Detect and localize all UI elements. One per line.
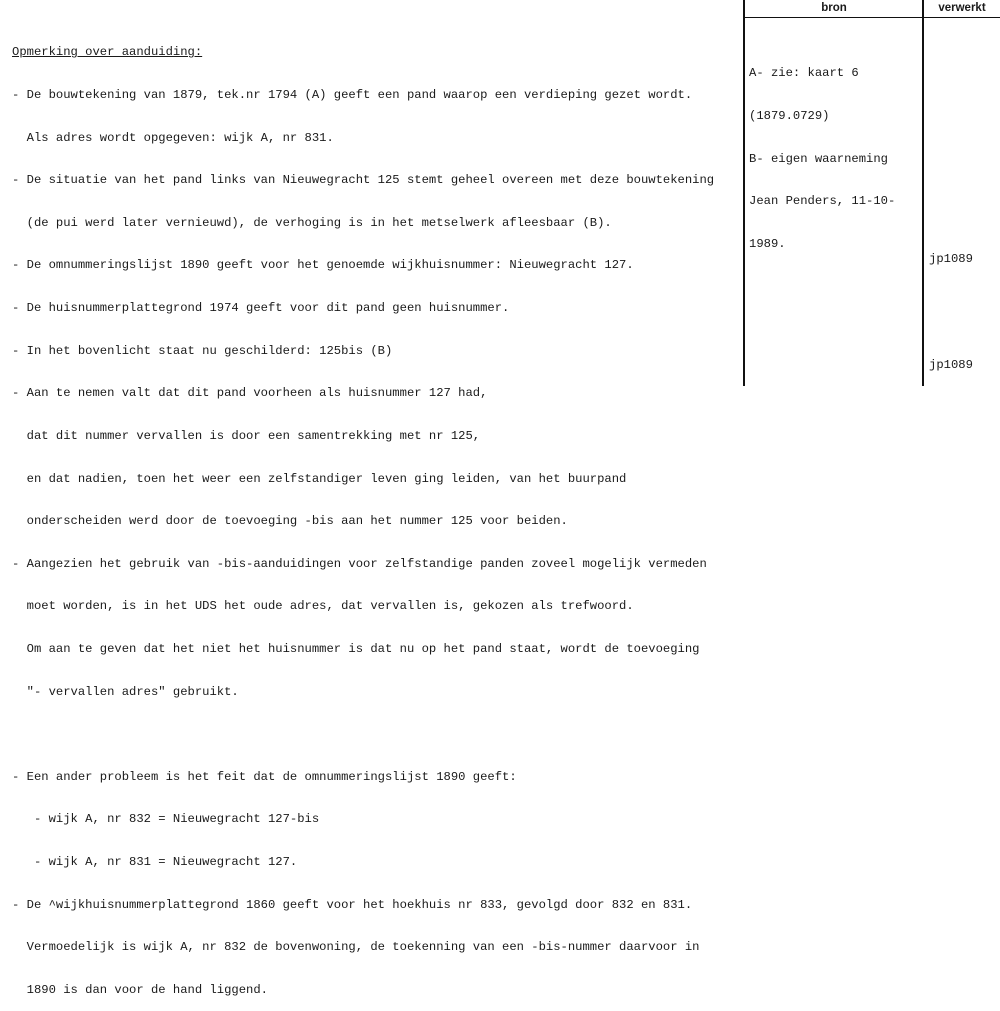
remark-line: (de pui werd later vernieuwd), de verhoging is in het metselwerk afleesbaar (B). — [12, 215, 612, 230]
remark-line — [12, 727, 740, 741]
column-header-bron: bron — [821, 2, 847, 14]
source-line: B- eigen waarneming — [749, 151, 888, 166]
source-line: (1879.0729) — [749, 109, 830, 124]
remark-line: - De huisnummerplattegrond 1974 geeft voor dit pand geen huisnummer. — [12, 301, 510, 316]
remark-line: - De situatie van het pand links van Nieuwegracht 125 stemt geheel overeen met deze bouwtekening — [12, 173, 715, 188]
remark-line: - De bouwtekening van 1879, tek.nr 1794 (A) geeft een pand waarop een verdieping gezet wordt. — [12, 88, 693, 103]
processed-initials: jp1089 — [929, 252, 973, 266]
remark-line: 1890 is dan voor de hand liggend. — [12, 982, 268, 997]
remark-line: dat dit nummer vervallen is door een samentrekking met nr 125, — [12, 428, 481, 443]
column-header-verwerkt: verwerkt — [938, 2, 986, 14]
remark-line: - De omnummeringslijst 1890 geeft voor het genoemde wijkhuisnummer: Nieuwegracht 127. — [12, 258, 634, 273]
remark-line: - wijk A, nr 832 = Nieuwegracht 127-bis — [12, 812, 320, 827]
remark-line: Vermoedelijk is wijk A, nr 832 de bovenwoning, de toekenning van een -bis-nummer daarvoor in — [12, 940, 700, 955]
remark-line: moet worden, is in het UDS het oude adres, dat vervallen is, gekozen als trefwoord. — [12, 599, 634, 614]
remark-line: - wijk A, nr 831 = Nieuwegracht 127. — [12, 854, 298, 869]
remark-body — [12, 17, 740, 1011]
remark-line: - Aan te nemen valt dat dit pand voorheen als huisnummer 127 had, — [12, 386, 488, 401]
remark-line: "- vervallen adres" gebruikt. — [12, 684, 239, 699]
source-line: 1989. — [749, 236, 786, 251]
remark-line: onderscheiden werd door de toevoeging -bis aan het nummer 125 voor beiden. — [12, 514, 568, 529]
remark-line: - Een ander probleem is het feit dat de omnummeringslijst 1890 geeft: — [12, 769, 517, 784]
remark-line: - De ^wijkhuisnummerplattegrond 1860 geeft voor het hoekhuis nr 833, gevolgd door 832 en 831. — [12, 897, 693, 912]
column-divider-right — [922, 0, 924, 386]
remark-heading: Opmerking over aanduiding: — [12, 45, 203, 60]
remark-line: - In het bovenlicht staat nu geschilderd: 125bis (B) — [12, 343, 393, 358]
header-divider — [745, 17, 1000, 18]
source-list — [749, 38, 919, 265]
remark-line: en dat nadien, toen het weer een zelfstandiger leven ging leiden, van het buurpand — [12, 471, 627, 486]
source-line: A- zie: kaart 6 — [749, 66, 859, 81]
remark-line: - Aangezien het gebruik van -bis-aanduidingen voor zelfstandige panden zoveel mogelijk vermeden — [12, 556, 707, 571]
remark-line: Om aan te geven dat het niet het huisnummer is dat nu op het pand staat, wordt de toevoeging — [12, 641, 700, 656]
remark-line: Als adres wordt opgegeven: wijk A, nr 831. — [12, 130, 334, 145]
source-line: Jean Penders, 11-10- — [749, 194, 896, 209]
column-divider-left — [743, 0, 745, 386]
processed-initials: jp1089 — [929, 358, 973, 372]
